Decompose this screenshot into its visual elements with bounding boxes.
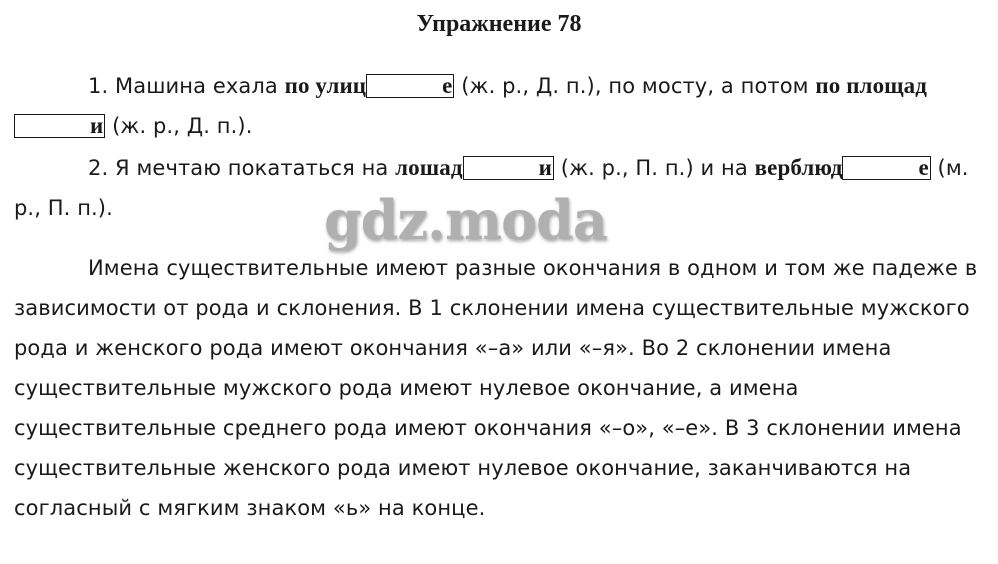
sentence-text: (м. р., П. п.). bbox=[14, 156, 969, 220]
explanation-paragraph: Имена существительные имеют разные окончания в одном и том же падеже в зависимости от рода и склонения. В 1 склонении имена существительные мужского рода и женского рода имеют окончания «–а» или «–я». Во 2 склонении имена существительные мужского рода имеют нулевое окончание, а имена существительные среднего рода имеют окончания «–о», «–е». В 3 склонении имена существительные женского рода имеют нулевое окончание, заканчиваются на согласный с мягким знаком «ь» на конце. bbox=[14, 256, 978, 520]
sentence-1 bbox=[14, 66, 986, 146]
keyword-verblyude: верблюд е bbox=[754, 155, 929, 180]
exercise-title: Упражнение 78 bbox=[416, 11, 582, 37]
ending-box: и bbox=[14, 114, 105, 138]
ending-box: и bbox=[463, 156, 554, 180]
keyword-po-ulitse: по улиц е bbox=[284, 73, 453, 98]
sentence-text: (ж. р., П. п.) и на bbox=[554, 156, 755, 180]
watermark-logo: gdz.moda bbox=[324, 188, 607, 252]
ending-box: е bbox=[842, 156, 930, 180]
keyword-loshadi: лошад и bbox=[395, 155, 552, 180]
explanation-block bbox=[14, 248, 986, 528]
keyword-po-ploshchadi: по площади bbox=[14, 73, 927, 138]
sentence-text: 2. Я мечтаю покататься на bbox=[88, 156, 396, 180]
sentence-text: (ж. р., Д. п.), по мосту, а потом bbox=[454, 74, 816, 98]
ending-box: е bbox=[366, 74, 454, 98]
sentence-text: (ж. р., Д. п.). bbox=[105, 114, 253, 138]
sentence-text: 1. Машина ехала bbox=[88, 74, 285, 98]
